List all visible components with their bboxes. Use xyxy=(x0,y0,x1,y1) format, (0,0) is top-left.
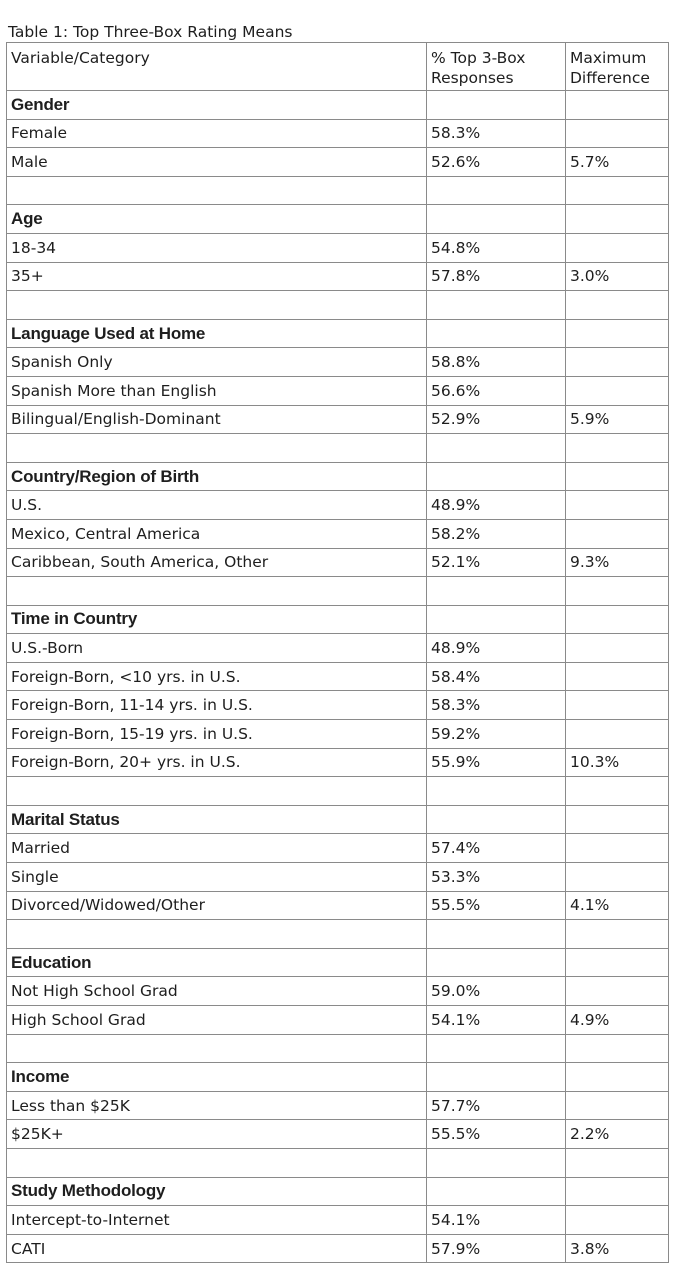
table-row xyxy=(7,1206,669,1235)
section-label: Country/Region of Birth xyxy=(7,462,427,491)
spacer-row xyxy=(7,1148,669,1177)
table-row xyxy=(7,491,669,520)
table-row xyxy=(7,720,669,749)
category-label: Caribbean, South America, Other xyxy=(7,548,427,577)
max-difference-value xyxy=(566,291,669,320)
top3-value xyxy=(427,291,566,320)
category-label: Foreign-Born, 11-14 yrs. in U.S. xyxy=(7,691,427,720)
max-difference-value xyxy=(566,1177,669,1206)
section-row xyxy=(7,319,669,348)
max-difference-value xyxy=(566,319,669,348)
category-label: $25K+ xyxy=(7,1120,427,1149)
category-label: Single xyxy=(7,863,427,892)
category-label: Foreign-Born, 15-19 yrs. in U.S. xyxy=(7,720,427,749)
category-label: Not High School Grad xyxy=(7,977,427,1006)
category-label: Mexico, Central America xyxy=(7,519,427,548)
max-difference-value xyxy=(566,662,669,691)
category-label: 35+ xyxy=(7,262,427,291)
section-row xyxy=(7,91,669,120)
max-difference-value xyxy=(566,920,669,949)
section-label: Age xyxy=(7,205,427,234)
section-label: Marital Status xyxy=(7,805,427,834)
table-row xyxy=(7,148,669,177)
category-label: Spanish More than English xyxy=(7,376,427,405)
category-label xyxy=(7,1148,427,1177)
category-label: Divorced/Widowed/Other xyxy=(7,891,427,920)
max-difference-value xyxy=(566,605,669,634)
top3-value: 57.8% xyxy=(427,262,566,291)
top3-value xyxy=(427,462,566,491)
top3-value: 57.9% xyxy=(427,1234,566,1263)
top3-value: 54.8% xyxy=(427,233,566,262)
top3-value xyxy=(427,777,566,806)
top3-value xyxy=(427,920,566,949)
max-difference-value: 5.9% xyxy=(566,405,669,434)
category-label: Intercept-to-Internet xyxy=(7,1206,427,1235)
spacer-row xyxy=(7,920,669,949)
table-row xyxy=(7,376,669,405)
spacer-row xyxy=(7,291,669,320)
table-row xyxy=(7,348,669,377)
max-difference-value xyxy=(566,834,669,863)
category-label xyxy=(7,434,427,463)
table-row xyxy=(7,1234,669,1263)
category-label xyxy=(7,176,427,205)
max-difference-value: 10.3% xyxy=(566,748,669,777)
max-difference-value xyxy=(566,777,669,806)
max-difference-value: 4.1% xyxy=(566,891,669,920)
top3-value xyxy=(427,1148,566,1177)
table-row xyxy=(7,863,669,892)
max-difference-value xyxy=(566,233,669,262)
max-difference-value: 2.2% xyxy=(566,1120,669,1149)
max-difference-value xyxy=(566,1091,669,1120)
top3-value xyxy=(427,1034,566,1063)
max-difference-value xyxy=(566,205,669,234)
top3-value xyxy=(427,176,566,205)
category-label: Male xyxy=(7,148,427,177)
table-row xyxy=(7,262,669,291)
max-difference-value xyxy=(566,1206,669,1235)
category-label: Married xyxy=(7,834,427,863)
max-difference-value xyxy=(566,977,669,1006)
top3-value xyxy=(427,805,566,834)
category-label: Less than $25K xyxy=(7,1091,427,1120)
spacer-row xyxy=(7,777,669,806)
top3-value: 53.3% xyxy=(427,863,566,892)
section-row xyxy=(7,805,669,834)
top3-value: 58.2% xyxy=(427,519,566,548)
max-difference-value xyxy=(566,519,669,548)
table-row xyxy=(7,662,669,691)
section-row xyxy=(7,1177,669,1206)
top3-value: 54.1% xyxy=(427,1006,566,1035)
category-label: Foreign-Born, <10 yrs. in U.S. xyxy=(7,662,427,691)
section-row xyxy=(7,462,669,491)
max-difference-value xyxy=(566,348,669,377)
table-row xyxy=(7,748,669,777)
spacer-row xyxy=(7,577,669,606)
max-difference-value: 3.0% xyxy=(566,262,669,291)
top3-value: 59.0% xyxy=(427,977,566,1006)
table-row xyxy=(7,891,669,920)
top3-value: 57.4% xyxy=(427,834,566,863)
top3-value: 52.9% xyxy=(427,405,566,434)
section-label: Gender xyxy=(7,91,427,120)
section-row xyxy=(7,1063,669,1092)
max-difference-value xyxy=(566,1148,669,1177)
top3-value: 55.5% xyxy=(427,891,566,920)
top3-value: 57.7% xyxy=(427,1091,566,1120)
table-row xyxy=(7,1091,669,1120)
category-label: 18-34 xyxy=(7,233,427,262)
spacer-row xyxy=(7,1034,669,1063)
max-difference-value xyxy=(566,577,669,606)
spacer-row xyxy=(7,434,669,463)
top3-value: 52.1% xyxy=(427,548,566,577)
header-top3: % Top 3-Box Responses xyxy=(427,43,566,91)
section-label: Time in Country xyxy=(7,605,427,634)
table-row xyxy=(7,691,669,720)
table-row xyxy=(7,977,669,1006)
top3-value xyxy=(427,1063,566,1092)
top3-value: 48.9% xyxy=(427,491,566,520)
table-caption: Table 1: Top Three-Box Rating Means xyxy=(8,23,293,41)
category-label: U.S.-Born xyxy=(7,634,427,663)
max-difference-value xyxy=(566,462,669,491)
max-difference-value xyxy=(566,691,669,720)
top3-value: 54.1% xyxy=(427,1206,566,1235)
table-row xyxy=(7,1120,669,1149)
top3-value xyxy=(427,1177,566,1206)
category-label: CATI xyxy=(7,1234,427,1263)
category-label xyxy=(7,920,427,949)
top3-value: 58.4% xyxy=(427,662,566,691)
ratings-table xyxy=(6,42,669,1263)
max-difference-value xyxy=(566,720,669,749)
table-row xyxy=(7,548,669,577)
table-row xyxy=(7,634,669,663)
section-label: Income xyxy=(7,1063,427,1092)
top3-value: 55.9% xyxy=(427,748,566,777)
table-row xyxy=(7,405,669,434)
max-difference-value xyxy=(566,1063,669,1092)
max-difference-value: 4.9% xyxy=(566,1006,669,1035)
max-difference-value xyxy=(566,376,669,405)
max-difference-value: 5.7% xyxy=(566,148,669,177)
max-difference-value xyxy=(566,434,669,463)
top3-value: 59.2% xyxy=(427,720,566,749)
table-row xyxy=(7,119,669,148)
top3-value: 58.3% xyxy=(427,691,566,720)
spacer-row xyxy=(7,176,669,205)
table-row xyxy=(7,1006,669,1035)
category-label: U.S. xyxy=(7,491,427,520)
top3-value xyxy=(427,605,566,634)
header-variable: Variable/Category xyxy=(7,43,427,91)
section-label: Language Used at Home xyxy=(7,319,427,348)
top3-value xyxy=(427,577,566,606)
max-difference-value xyxy=(566,119,669,148)
max-difference-value xyxy=(566,948,669,977)
max-difference-value xyxy=(566,491,669,520)
section-row xyxy=(7,605,669,634)
section-row xyxy=(7,205,669,234)
top3-value: 56.6% xyxy=(427,376,566,405)
table-row xyxy=(7,834,669,863)
max-difference-value xyxy=(566,1034,669,1063)
section-row xyxy=(7,948,669,977)
category-label xyxy=(7,291,427,320)
top3-value xyxy=(427,948,566,977)
header-row xyxy=(7,43,669,91)
max-difference-value: 3.8% xyxy=(566,1234,669,1263)
top3-value: 58.8% xyxy=(427,348,566,377)
category-label: Bilingual/English-Dominant xyxy=(7,405,427,434)
max-difference-value xyxy=(566,91,669,120)
max-difference-value xyxy=(566,176,669,205)
category-label xyxy=(7,777,427,806)
top3-value xyxy=(427,319,566,348)
header-max-difference: Maximum Difference xyxy=(566,43,669,91)
category-label: Female xyxy=(7,119,427,148)
top3-value: 48.9% xyxy=(427,634,566,663)
max-difference-value xyxy=(566,863,669,892)
top3-value: 55.5% xyxy=(427,1120,566,1149)
max-difference-value xyxy=(566,634,669,663)
category-label xyxy=(7,577,427,606)
top3-value: 52.6% xyxy=(427,148,566,177)
category-label: Spanish Only xyxy=(7,348,427,377)
max-difference-value xyxy=(566,805,669,834)
table-body xyxy=(7,43,669,1263)
table-row xyxy=(7,233,669,262)
category-label: Foreign-Born, 20+ yrs. in U.S. xyxy=(7,748,427,777)
max-difference-value: 9.3% xyxy=(566,548,669,577)
section-label: Study Methodology xyxy=(7,1177,427,1206)
top3-value xyxy=(427,91,566,120)
top3-value xyxy=(427,434,566,463)
table-row xyxy=(7,519,669,548)
section-label: Education xyxy=(7,948,427,977)
top3-value xyxy=(427,205,566,234)
category-label: High School Grad xyxy=(7,1006,427,1035)
top3-value: 58.3% xyxy=(427,119,566,148)
category-label xyxy=(7,1034,427,1063)
